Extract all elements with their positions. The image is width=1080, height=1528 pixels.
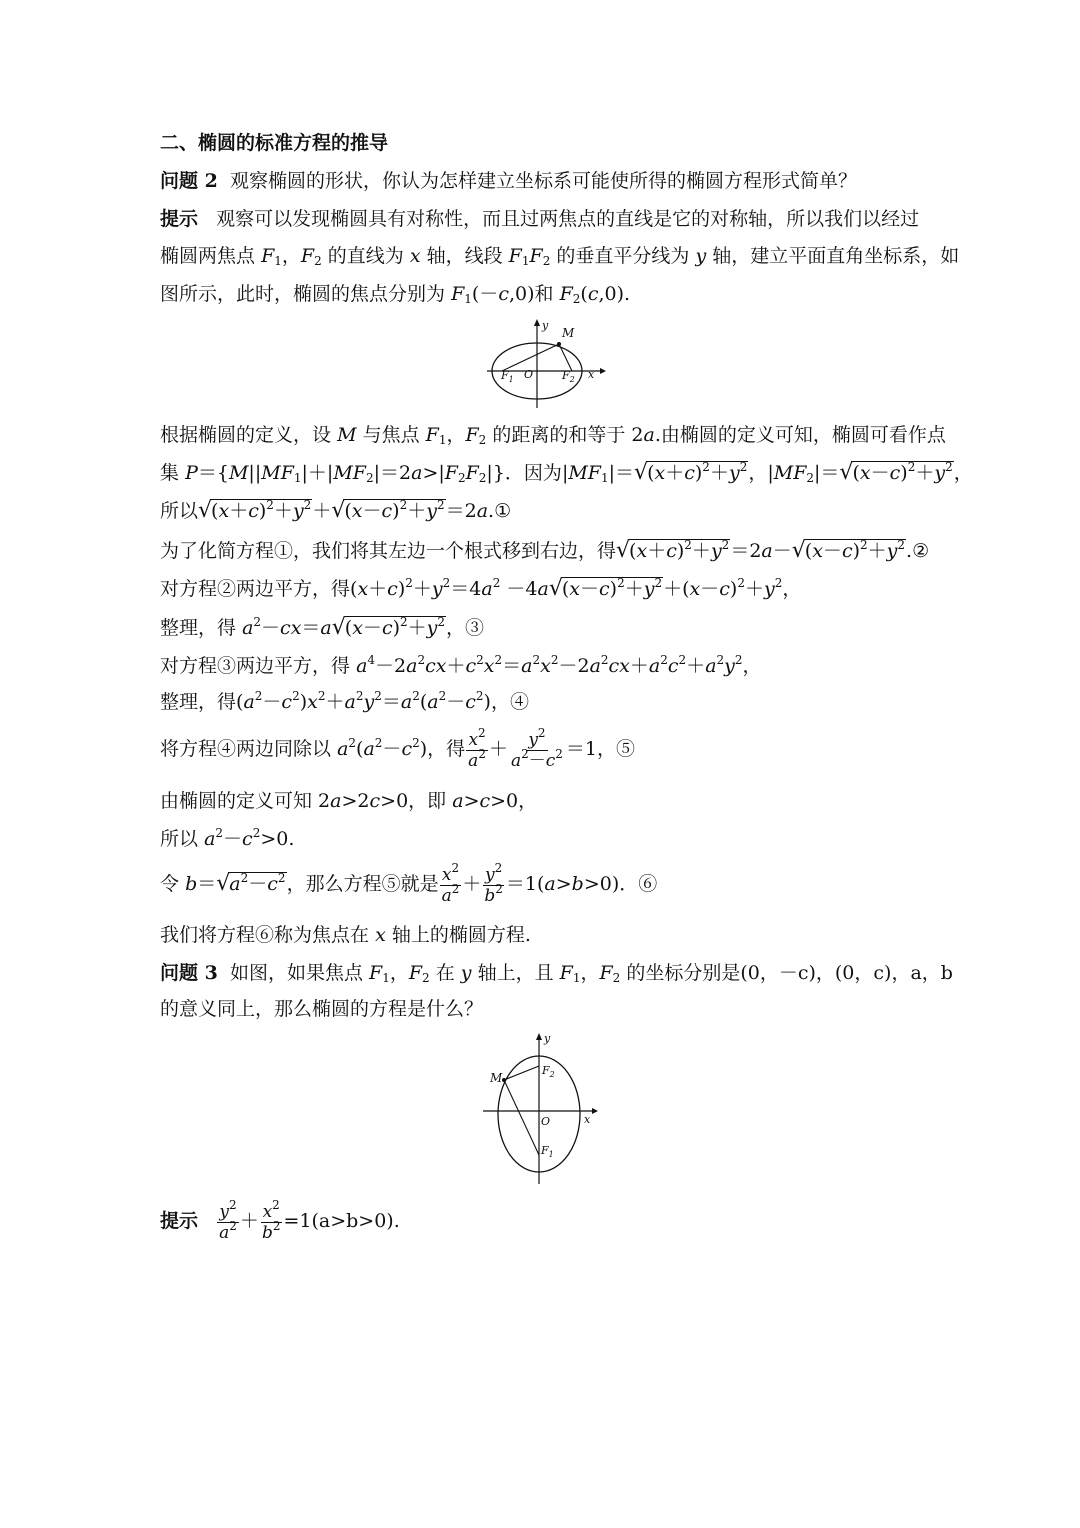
body-line-3: 所以$√(x+c)^2+y^2+√(x-c)^2+y^2=2a.①$	[160, 498, 512, 523]
text-segment: 在	[435, 962, 455, 984]
body-line-13: 我们将方程⑥称为焦点在 x 轴上的椭圆方程.	[160, 924, 531, 946]
text-segment: 轴，线段	[426, 245, 503, 267]
question-2-label: 问题 2	[160, 170, 218, 192]
text-segment: 如图，如果焦点	[229, 962, 363, 984]
question-2-text: 观察椭圆的形状，你认为怎样建立坐标系可能使所得的椭圆方程形式简单？	[229, 170, 857, 192]
text-segment: 图所示，此时，椭圆的焦点分别为	[160, 283, 446, 305]
hint-2: 提示 $\frac{y^2}{a^2}$ ＋ $\frac{x^2}{b^2}$ =1(a>b>0).	[160, 1197, 400, 1243]
text-segment: 整理，得	[160, 617, 237, 639]
fig1-label-x: x	[588, 368, 595, 381]
body-line-1: 根据椭圆的定义，设 M 与焦点 $F_1$，$F_2$ 的距离的和等于 2a.由椭圆的定义可知，椭圆可看作点	[160, 424, 946, 447]
text-segment: 我们将方程⑥称为焦点在	[160, 924, 370, 946]
text-segment: 和	[534, 283, 554, 305]
fig1-label-f2: $F_2$	[562, 369, 575, 384]
body-line-2: 集 $P=\{M||MF_1|+|MF_2|=2a>|F_2F_2|\}$．因为$|MF_1|=√(x+c)^2+y^2$，$|MF_2|=√(x-c)^2+y^2$，	[160, 460, 973, 485]
fig2-label-f1: $F_1$	[541, 1144, 554, 1159]
fig2-label-f2: $F_2$	[542, 1064, 555, 1079]
text-segment: 与焦点	[362, 424, 420, 446]
text-segment: 对方程③两边平方，得	[160, 655, 351, 677]
text-segment: ，得	[427, 738, 466, 760]
ellipse-figure-2	[478, 1030, 606, 1186]
hint-1-line-3: 图所示，此时，椭圆的焦点分别为 $F_1(-c,0)$和 $F_2(c,0)$.	[160, 283, 631, 306]
body-line-4: 为了化简方程①，我们将其左边一个根式移到右边，得$√(x+c)^2+y^2=2a-√(x-c)^2+y^2.②$	[160, 538, 930, 563]
text-segment: 整理，得	[160, 691, 237, 713]
text-segment: ，即	[408, 790, 447, 812]
text-segment: 的垂直平分线为	[556, 245, 690, 267]
text-segment: 轴上，且	[477, 962, 554, 984]
hint-1-line-2: 椭圆两焦点 $F_1$，$F_2$ 的直线为 x 轴，线段 $F_1F_2$ 的垂直平分线为 y 轴，建立平面直角坐标系，如	[160, 245, 960, 268]
question-3-line-1: 问题 3 如图，如果焦点 $F_1$，$F_2$ 在 y 轴上，且 $F_1$，$F_2$ 的坐标分别是(0，－c)，(0，c)，a，b	[160, 962, 953, 985]
text-segment: 的直线为	[327, 245, 404, 267]
body-line-5: 对方程②两边平方，得$(x+c)^2+y^2=4a^2 -4a√(x-c)^2+y^2+(x-c)^2+y^2$，	[160, 576, 802, 601]
text-segment: 椭圆两焦点	[160, 245, 256, 267]
fig1-label-f1: $F_1$	[501, 369, 514, 384]
hint-2-answer: =1(a>b>0).	[283, 1210, 400, 1232]
text-segment: 轴上的椭圆方程.	[391, 924, 531, 946]
text-segment: 由椭圆的定义可知	[160, 790, 313, 812]
text-segment: 根据椭圆的定义，设	[160, 424, 332, 446]
text-segment: 的距离的和等于	[492, 424, 626, 446]
fig2-label-y: y	[544, 1032, 551, 1045]
body-line-10: 由椭圆的定义可知 2a>2c>0，即 a>c>0，	[160, 790, 538, 812]
fig2-label-x: x	[584, 1113, 591, 1126]
text-segment: 的坐标分别是(0，－c)，(0，c)，a，b	[626, 962, 953, 984]
text-segment: ．因为	[504, 462, 562, 484]
body-line-7: 对方程③两边平方，得 $a^4-2a^2cx+c^2x^2=a^2x^2-2a^2cx+a^2c^2+a^2y^2$，	[160, 653, 762, 677]
hint-2-label: 提示	[160, 1210, 199, 1232]
body-line-9: 将方程④两边同除以 $a^2(a^2-c^2)$，得 $\frac{x^2}{a^2}$ ＋ $\frac{y^2}{a^2-c^2}$ ＝1，⑤	[160, 725, 636, 771]
text-segment: .由椭圆的定义可知，椭圆可看作点	[654, 424, 946, 446]
body-line-12: 令 $b=√a^2-c^2$，那么方程⑤就是 $\frac{x^2}{a^2}$ ＋ $\frac{y^2}{b^2}$ ＝1(a>b>0)．⑥	[160, 860, 658, 906]
section-title: 二、椭圆的标准方程的推导	[160, 132, 389, 154]
body-line-11: 所以 $a^2-c^2>0$.	[160, 826, 295, 850]
fig2-label-m: M	[490, 1071, 503, 1085]
hint-1-line-1	[160, 207, 919, 231]
text-segment: 为了化简方程①，我们将其左边一个根式移到右边，得	[160, 540, 617, 562]
fig1-label-y: y	[542, 319, 549, 332]
ellipse-figure-1	[482, 316, 612, 412]
hint-1-text: 观察可以发现椭圆具有对称性，而且过两焦点的直线是它的对称轴，所以我们以经过	[216, 208, 920, 230]
text-segment: 所以	[160, 500, 199, 522]
text-segment: 对方程②两边平方，得	[160, 578, 351, 600]
text-segment: 所以	[160, 828, 199, 850]
question-3-line-2: 的意义同上，那么椭圆的方程是什么？	[160, 998, 484, 1020]
question-2	[160, 169, 857, 193]
text-segment: 轴，建立平面直角坐标系，如	[712, 245, 960, 267]
body-line-8: 整理，得$(a^2-c^2)x^2+a^2y^2=a^2(a^2-c^2)$，④	[160, 689, 529, 713]
fig1-label-m: M	[562, 326, 575, 340]
text-segment: 将方程④两边同除以	[160, 738, 332, 760]
body-line-6: 整理，得 $a^2-cx=a√(x-c)^2+y^2$，③	[160, 615, 485, 640]
question-3-label: 问题 3	[160, 962, 218, 984]
text-segment: 令	[160, 873, 180, 895]
text-segment: ，那么方程⑤就是	[286, 873, 439, 895]
hint-1-label: 提示	[160, 208, 199, 230]
fig1-label-o: O	[524, 368, 534, 381]
fig2-label-o: O	[541, 1115, 551, 1128]
text-segment: 集	[160, 462, 180, 484]
